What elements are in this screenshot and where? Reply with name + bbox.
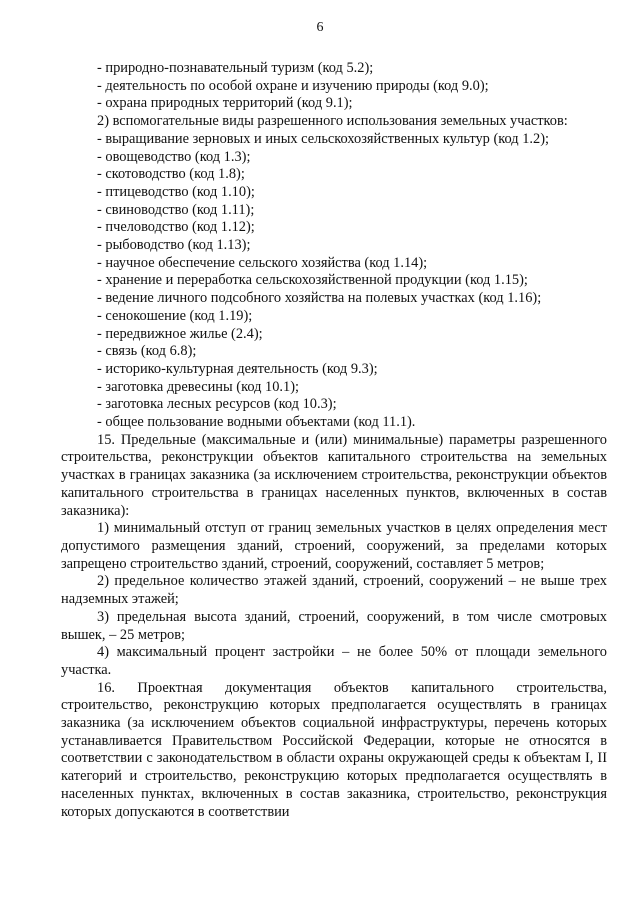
list-item: - сенокошение (код 1.19);: [97, 307, 253, 324]
paragraph-15-item-4: 4) максимальный процент застройки – не более 50% от площади земельного участка.: [61, 644, 607, 678]
paragraph-15-item-2: 2) предельное количество этажей зданий, строений, сооружений – не выше трех надземных этажей;: [61, 573, 607, 608]
list-item: - овощеводство (код 1.3);: [97, 148, 251, 165]
list-item: - историко-культурная деятельность (код 9.3);: [97, 360, 378, 377]
list-item: - охрана природных территорий (код 9.1);: [97, 95, 353, 112]
list-item: - природно-познавательный туризм (код 5.2);: [97, 60, 374, 76]
list-item: - пчеловодство (код 1.12);: [97, 219, 255, 236]
list-item: - общее пользование водными объектами (код 11.1).: [97, 414, 416, 431]
page-number: 6: [316, 20, 324, 35]
list-item: - заготовка лесных ресурсов (код 10.3);: [97, 396, 337, 413]
list-item: - связь (код 6.8);: [97, 343, 197, 360]
paragraph-16: 16. Проектная документация объектов капитального строительства, строительство, реконструкцию которых предполагается осуществлять в границах заказника (за исключением объектов социальной инфраструктуры, перечень которых устанавливается Правительством Российской Федерации, которые не относятся в соответствии с законодательством в области охраны окружающей среды к объектам I, II категорий и строительство, реконструкцию которых предполагается осуществлять в населенных пунктах, включенных в состав заказника, строительство, реконструкция которых допускаются в соответствии: [61, 679, 607, 820]
list-item: - заготовка древесины (код 10.1);: [97, 378, 300, 395]
list-item: - скотоводство (код 1.8);: [97, 166, 245, 183]
list-item: - передвижное жилье (2.4);: [97, 325, 263, 342]
list-item: - хранение и переработка сельскохозяйственной продукции (код 1.15);: [97, 272, 528, 289]
paragraph-15-item-3: 3) предельная высота зданий, строений, сооружений, в том числе смотровых вышек, – 25 метров;: [61, 608, 607, 643]
list-item: - научное обеспечение сельского хозяйства (код 1.14);: [97, 254, 428, 271]
list-item: - птицеводство (код 1.10);: [97, 183, 255, 200]
list-item: - свиноводство (код 1.11);: [97, 201, 255, 218]
document-body: [61, 60, 607, 821]
paragraph-15: 15. Предельные (максимальные и (или) минимальные) параметры разрешенного строительства, реконструкции объектов капитального строительства на земельных участках в границах заказника (за исключением строительства, реконструкции объектов капитального строительства в границах населенных пунктов, включенных в состав заказника):: [61, 431, 607, 519]
paragraph-15-item-1: 1) минимальный отступ от границ земельных участков в целях определения мест допустимого размещения зданий, строений, сооружений, за пределами которых запрещено строительство зданий, строений, сооружений, составляет 5 метров;: [61, 520, 607, 572]
list-item: - выращивание зерновых и иных сельскохозяйственных культур (код 1.2);: [97, 130, 550, 147]
list-item: - ведение личного подсобного хозяйства на полевых участках (код 1.16);: [97, 290, 542, 307]
list-item: - рыбоводство (код 1.13);: [97, 237, 251, 254]
section-heading: 2) вспомогательные виды разрешенного использования земельных участков:: [97, 113, 568, 130]
list-item: - деятельность по особой охране и изучению природы (код 9.0);: [97, 77, 489, 94]
